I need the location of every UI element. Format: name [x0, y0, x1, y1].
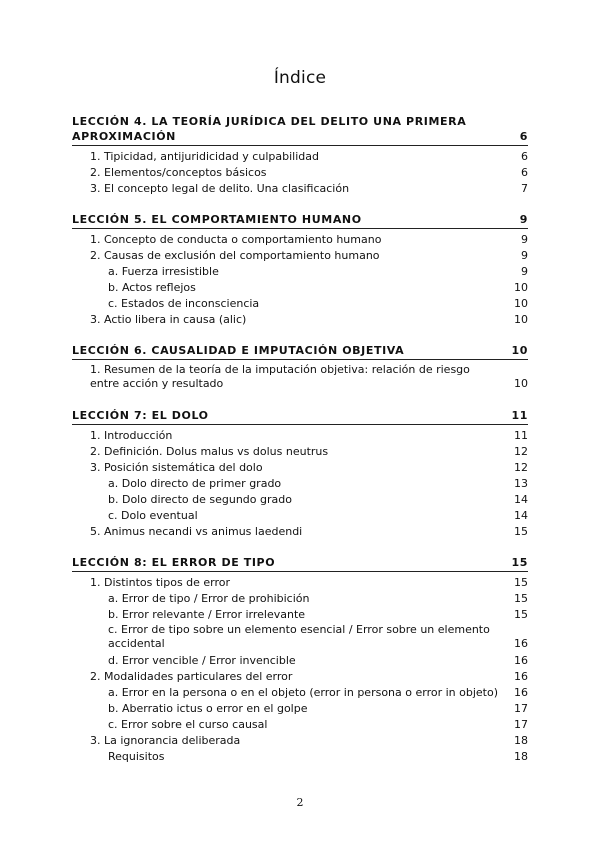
- toc-entry[interactable]: [72, 732, 528, 748]
- entry-text: a. Error en la persona o en el objeto (error in persona o error in objeto): [108, 686, 499, 699]
- entry-text: 3. El concepto legal de delito. Una clasificación: [90, 182, 350, 195]
- entry-text: 2. Causas de exclusión del comportamiento humano: [90, 249, 380, 262]
- toc-entry[interactable]: [72, 574, 528, 590]
- entry-text: 1. Resumen de la teoría de la imputación objetiva: relación de riesgo entre acción y resultado: [90, 363, 470, 390]
- toc-lesson-7: [72, 408, 528, 539]
- entry-text: 1. Introducción: [90, 429, 173, 442]
- entry-page: 9: [521, 249, 528, 262]
- toc-lesson-8: [72, 555, 528, 764]
- entry-page: 16: [514, 637, 528, 650]
- entry-text: 2. Elementos/conceptos básicos: [90, 166, 267, 179]
- entry-page: 14: [514, 509, 528, 522]
- toc-entry[interactable]: [72, 475, 528, 491]
- entry-page: 15: [514, 576, 528, 589]
- entry-page: 9: [521, 233, 528, 246]
- entry-page: 6: [521, 150, 528, 163]
- toc-entry[interactable]: [72, 362, 528, 392]
- entry-text: 3. Posición sistemática del dolo: [90, 461, 263, 474]
- entry-page: 14: [514, 493, 528, 506]
- toc-entry[interactable]: [72, 459, 528, 475]
- toc-lesson-6: [72, 343, 528, 392]
- page-number: 2: [296, 796, 304, 809]
- entry-page: 18: [514, 734, 528, 747]
- lesson-heading[interactable]: [72, 408, 528, 425]
- lesson-page: 11: [511, 409, 528, 422]
- entry-text: d. Error vencible / Error invencible: [108, 654, 296, 667]
- lesson-heading[interactable]: [72, 343, 528, 360]
- lesson-heading[interactable]: [72, 555, 528, 572]
- entry-text: 2. Modalidades particulares del error: [90, 670, 293, 683]
- lesson-title: LECCIÓN 5. EL COMPORTAMIENTO HUMANO: [72, 213, 362, 226]
- toc-entry[interactable]: [72, 164, 528, 180]
- entry-text: 3. Actio libera in causa (alic): [90, 313, 247, 326]
- lesson-title: LECCIÓN 8: EL ERROR DE TIPO: [72, 556, 276, 569]
- entry-page: 16: [514, 654, 528, 667]
- entry-text: a. Dolo directo de primer grado: [108, 477, 282, 490]
- toc-lesson-4: [72, 114, 528, 196]
- entry-text: 1. Distintos tipos de error: [90, 576, 231, 589]
- entry-text: Requisitos: [108, 750, 165, 763]
- toc-entry[interactable]: [72, 427, 528, 443]
- entry-page: 12: [514, 445, 528, 458]
- toc-entry[interactable]: [72, 606, 528, 622]
- entry-page: 7: [521, 182, 528, 195]
- toc-entry[interactable]: [72, 748, 528, 764]
- lesson-page: 15: [511, 556, 528, 569]
- entry-text: b. Dolo directo de segundo grado: [108, 493, 292, 506]
- lesson-title: LECCIÓN 4. LA TEORÍA JURÍDICA DEL DELITO UNA PRIMERA APROXIMACIÓN: [72, 115, 467, 143]
- lesson-page: 9: [519, 213, 528, 226]
- toc-entry[interactable]: [72, 311, 528, 327]
- entry-page: 15: [514, 608, 528, 621]
- entry-text: 3. La ignorancia deliberada: [90, 734, 241, 747]
- toc-entry[interactable]: [72, 700, 528, 716]
- entry-text: 1. Concepto de conducta o comportamiento humano: [90, 233, 382, 246]
- entry-page: 10: [514, 313, 528, 326]
- toc-entry[interactable]: [72, 652, 528, 668]
- entry-text: c. Error sobre el curso causal: [108, 718, 268, 731]
- entry-page: 10: [514, 297, 528, 310]
- toc-entry[interactable]: [72, 295, 528, 311]
- toc-entry[interactable]: [72, 231, 528, 247]
- lesson-page: 10: [511, 344, 528, 357]
- entry-text: b. Error relevante / Error irrelevante: [108, 608, 306, 621]
- page-title: Índice: [273, 68, 327, 88]
- toc-entry[interactable]: [72, 148, 528, 164]
- lesson-heading[interactable]: [72, 114, 528, 146]
- table-of-contents: [72, 114, 528, 780]
- entry-text: a. Error de tipo / Error de prohibición: [108, 592, 310, 605]
- entry-page: 16: [514, 686, 528, 699]
- toc-lesson-5: [72, 212, 528, 327]
- toc-entry[interactable]: [72, 279, 528, 295]
- toc-entry[interactable]: [72, 491, 528, 507]
- lesson-title: LECCIÓN 6. CAUSALIDAD E IMPUTACIÓN OBJETIVA: [72, 344, 405, 357]
- lesson-page: 6: [519, 130, 528, 143]
- entry-page: 17: [514, 718, 528, 731]
- entry-text: 5. Animus necandi vs animus laedendi: [90, 525, 303, 538]
- lesson-title: LECCIÓN 7: EL DOLO: [72, 409, 209, 422]
- entry-text: c. Estados de inconsciencia: [108, 297, 260, 310]
- entry-text: b. Actos reflejos: [108, 281, 196, 294]
- entry-page: 16: [514, 670, 528, 683]
- entry-page: 10: [514, 281, 528, 294]
- entry-page: 13: [514, 477, 528, 490]
- entry-page: 10: [514, 377, 528, 390]
- toc-entry[interactable]: [72, 507, 528, 523]
- entry-text: b. Aberratio ictus o error en el golpe: [108, 702, 308, 715]
- toc-entry[interactable]: [72, 523, 528, 539]
- toc-entry[interactable]: [72, 263, 528, 279]
- toc-entry[interactable]: [72, 668, 528, 684]
- toc-entry[interactable]: [72, 443, 528, 459]
- entry-page: 15: [514, 525, 528, 538]
- toc-entry[interactable]: [72, 622, 528, 652]
- toc-entry[interactable]: [72, 716, 528, 732]
- entry-text: 2. Definición. Dolus malus vs dolus neutrus: [90, 445, 329, 458]
- toc-entry[interactable]: [72, 684, 528, 700]
- toc-entry[interactable]: [72, 247, 528, 263]
- entry-text: c. Dolo eventual: [108, 509, 198, 522]
- toc-entry[interactable]: [72, 590, 528, 606]
- toc-entry[interactable]: [72, 180, 528, 196]
- entry-page: 6: [521, 166, 528, 179]
- entry-page: 15: [514, 592, 528, 605]
- entry-page: 17: [514, 702, 528, 715]
- entry-text: c. Error de tipo sobre un elemento esencial / Error sobre un elemento accidental: [108, 623, 490, 650]
- entry-text: 1. Tipicidad, antijuridicidad y culpabilidad: [90, 150, 319, 163]
- entry-page: 18: [514, 750, 528, 763]
- entry-page: 9: [521, 265, 528, 278]
- lesson-heading[interactable]: [72, 212, 528, 229]
- entry-text: a. Fuerza irresistible: [108, 265, 219, 278]
- entry-page: 11: [514, 429, 528, 442]
- entry-page: 12: [514, 461, 528, 474]
